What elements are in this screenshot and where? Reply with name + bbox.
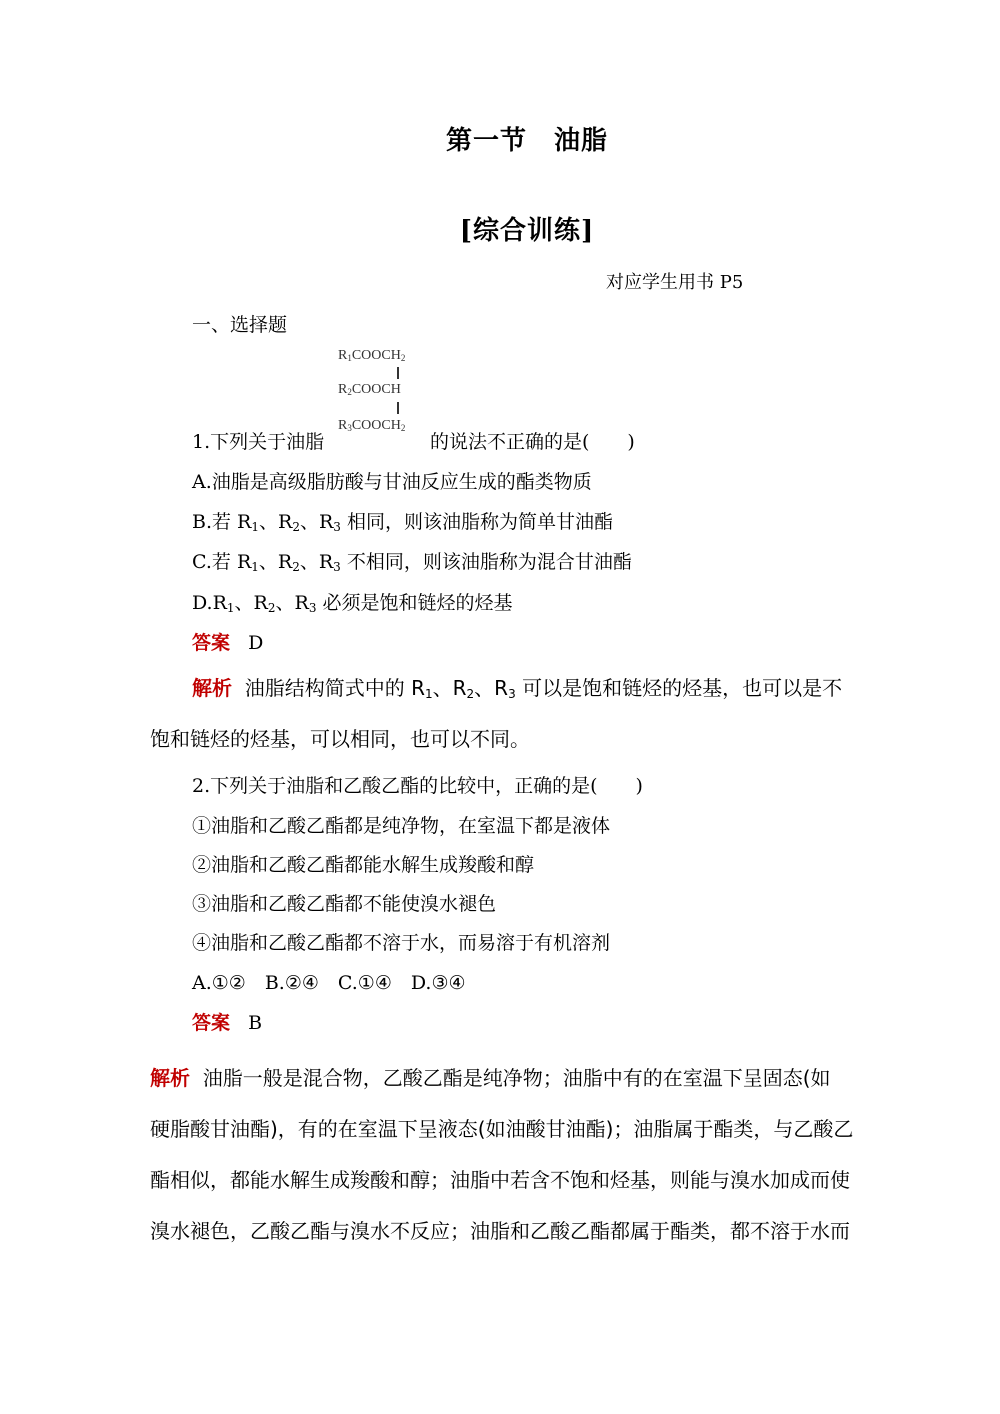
formula-bond-2 bbox=[397, 402, 399, 414]
question-1-explanation-line-2: 饱和链烃的烃基，可以相同，也可以不同。 bbox=[150, 727, 530, 751]
formula-bond-1 bbox=[397, 367, 399, 379]
explain-label: 解析 bbox=[192, 676, 232, 700]
question-2-explanation-line-2: 硬脂酸甘油酯)，有的在室温下呈液态(如油酸甘油酯)；油脂属于酯类，与乙酸乙 bbox=[150, 1117, 854, 1141]
section-heading: 一、选择题 bbox=[192, 314, 288, 336]
book-reference: 对应学生用书 P5 bbox=[606, 272, 744, 293]
formula-row-1: R1COOCH2 bbox=[338, 348, 406, 363]
question-1-option-a: A.油脂是高级脂肪酸与甘油反应生成的酯类物质 bbox=[192, 471, 592, 493]
explain-label: 解析 bbox=[150, 1066, 190, 1090]
question-2-explanation-line-4: 溴水褪色，乙酸乙酯与溴水不反应；油脂和乙酸乙酯都属于酯类，都不溶于水而 bbox=[150, 1219, 850, 1243]
page-title: 第一节 油脂 bbox=[445, 126, 608, 156]
question-2-explanation-line-1: 解析 油脂一般是混合物，乙酸乙酯是纯净物；油脂中有的在室温下呈固态(如 bbox=[150, 1066, 831, 1090]
question-1-option-d: $D.R_1$、$R_2$、$R_3$ 必须是饱和链烃的烃基 bbox=[192, 592, 513, 615]
question-1-explanation-line-1: 解析 油脂结构简式中的 $R_1$、$R_2$、$R_3$ 可以是饱和链烃的烃基，也可以是不 bbox=[192, 676, 843, 701]
question-1-stem-end: 的说法不正确的是( ) bbox=[430, 431, 635, 453]
section-subtitle: [综合训练] bbox=[459, 216, 595, 246]
question-1-option-c: C.若 $R_1$、$R_2$、$R_3$ 不相同，则该油脂称为混合甘油酯 bbox=[192, 551, 632, 574]
question-2-statement-3: ③油脂和乙酸乙酯都不能使溴水褪色 bbox=[192, 893, 497, 915]
formula-row-2: R2COOCH bbox=[338, 382, 401, 397]
question-2-stem: 2.下列关于油脂和乙酸乙酯的比较中，正确的是( ) bbox=[192, 775, 643, 797]
question-1-stem-start: 1.下列关于油脂 bbox=[192, 431, 325, 453]
question-1-answer bbox=[192, 628, 263, 655]
question-1-option-b: B.若 $R_1$、$R_2$、$R_3$ 相同，则该油脂称为简单甘油酯 bbox=[192, 511, 613, 534]
question-2-options: A.①② B.②④ C.①④ D.③④ bbox=[192, 972, 466, 994]
answer-label: 答案 bbox=[192, 1012, 231, 1034]
question-2-statement-2: ②油脂和乙酸乙酯都能水解生成羧酸和醇 bbox=[192, 854, 535, 876]
answer-value: B bbox=[248, 1012, 263, 1034]
answer-label: 答案 bbox=[192, 632, 231, 654]
question-2-explanation-line-3: 酯相似，都能水解生成羧酸和醇；油脂中若含不饱和烃基，则能与溴水加成而使 bbox=[150, 1168, 850, 1192]
triglyceride-formula bbox=[338, 346, 438, 440]
question-2-answer bbox=[192, 1008, 262, 1035]
question-2-statement-1: ①油脂和乙酸乙酯都是纯净物，在室温下都是液体 bbox=[192, 815, 611, 837]
question-2-statement-4: ④油脂和乙酸乙酯都不溶于水，而易溶于有机溶剂 bbox=[192, 932, 611, 954]
formula-row-3: R3COOCH2 bbox=[338, 418, 406, 433]
answer-value: D bbox=[248, 632, 264, 654]
